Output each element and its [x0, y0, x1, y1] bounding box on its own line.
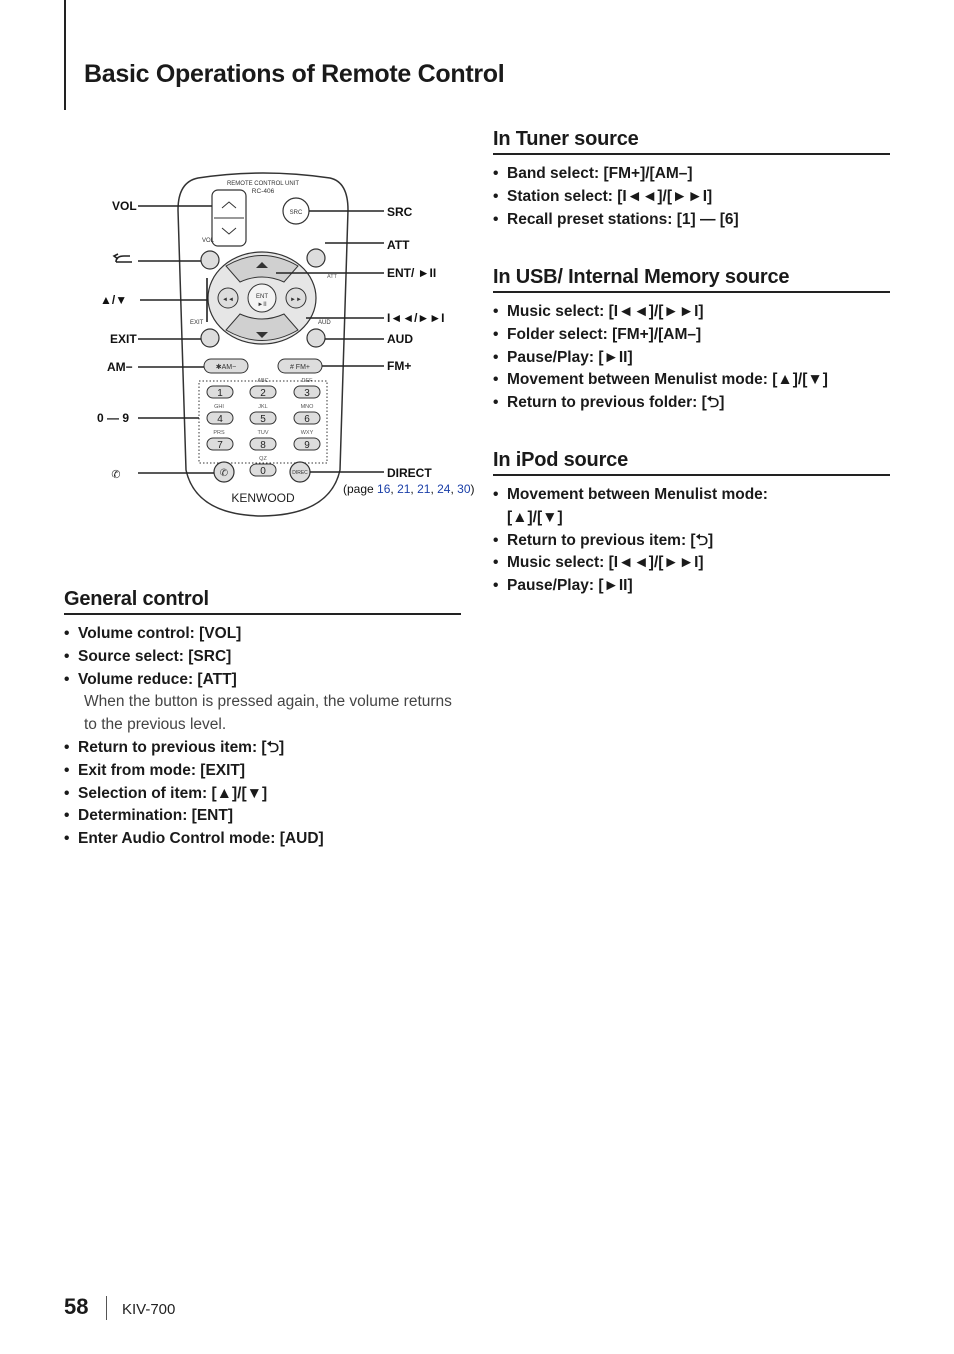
aud-key-text: AUD [318, 320, 331, 326]
list-item: • Return to previous item: [⮌] [64, 737, 461, 760]
label-exit: EXIT [110, 332, 137, 346]
label-digits: 0 — 9 [97, 411, 130, 425]
label-direct: DIRECT [387, 466, 432, 480]
att-button [307, 249, 325, 267]
list-item: • Pause/Play: [►II] [493, 347, 890, 370]
svg-text:DIREC: DIREC [292, 470, 308, 476]
general-control-heading: General control [64, 588, 461, 615]
label-aud: AUD [387, 332, 413, 346]
list-item: • Volume reduce: [ATT] When the button is pressed again, the volume returns to the previous level. [64, 669, 461, 737]
list-item: • Return to previous folder: [⮌] [493, 392, 890, 415]
svg-text:2: 2 [260, 388, 266, 399]
general-control-section [64, 588, 461, 851]
svg-text:►►: ►► [290, 297, 302, 303]
svg-text:0: 0 [260, 466, 266, 477]
svg-text:8: 8 [260, 440, 266, 451]
list-item: • Music select: [I◄◄]/[►►I] [493, 552, 890, 575]
page-title: Basic Operations of Remote Control [84, 60, 505, 88]
model-name: KIV-700 [122, 1301, 176, 1318]
list-item: • Movement between Menulist mode: [▲]/[▼] [493, 369, 890, 392]
vol-key-text: VOL [202, 238, 215, 244]
list-item: • Pause/Play: [►II] [493, 575, 890, 598]
src-key-text: SRC [289, 210, 303, 216]
list-item: • Volume control: [VOL] [64, 623, 461, 646]
svg-text:GHI: GHI [214, 404, 224, 410]
label-att: ATT [387, 238, 410, 252]
ent-key-text: ENT [256, 294, 268, 300]
list-item: • Selection of item: [▲]/[▼] [64, 783, 461, 806]
list-item: • Station select: [I◄◄]/[►►I] [493, 186, 890, 209]
list-item: • Return to previous item: [⮌] [493, 530, 890, 553]
list-item: • Music select: [I◄◄]/[►►I] [493, 301, 890, 324]
svg-text:4: 4 [217, 414, 223, 425]
page-link-16[interactable]: 16 [377, 482, 391, 496]
phone-key-icon: ✆ [219, 468, 229, 479]
svg-text:TUV: TUV [257, 430, 269, 436]
list-item: • Exit from mode: [EXIT] [64, 760, 461, 783]
svg-text:# FM+: # FM+ [289, 364, 311, 371]
aud-button [307, 329, 325, 347]
footer-divider [106, 1296, 107, 1320]
exit-key-text: EXIT [190, 320, 204, 326]
page-link-24[interactable]: 24 [437, 482, 451, 496]
label-am: AM− [107, 360, 133, 374]
svg-text:9: 9 [304, 440, 310, 451]
list-item: • Enter Audio Control mode: [AUD] [64, 828, 461, 851]
page-link-21b[interactable]: 21 [417, 482, 431, 496]
ipod-section [493, 449, 890, 598]
tuner-section [493, 128, 890, 231]
svg-text:►II: ►II [257, 302, 267, 308]
page-number: 58 [64, 1294, 89, 1319]
tuner-list [493, 163, 890, 231]
usb-section [493, 266, 890, 415]
general-control-list [64, 623, 461, 851]
back-label-icon [114, 254, 132, 262]
svg-text:MNO: MNO [300, 404, 314, 410]
svg-text:DEF: DEF [301, 378, 313, 384]
label-updown: ▲/▼ [100, 293, 128, 307]
list-item: • Recall preset stations: [1] — [6] [493, 209, 890, 232]
svg-text:7: 7 [217, 440, 223, 451]
ipod-list [493, 484, 890, 598]
brand-logo: KENWOOD [231, 491, 295, 505]
label-ent: ENT/ ►II [387, 266, 437, 280]
att-key-text: ATT [327, 274, 337, 280]
exit-button [201, 329, 219, 347]
back-button [201, 251, 219, 269]
list-item: • Movement between Menulist mode: [▲]/[▼] [493, 484, 890, 530]
label-src: SRC [387, 205, 413, 219]
svg-text:WXY: WXY [300, 430, 314, 436]
list-item: • Band select: [FM+]/[AM–] [493, 163, 890, 186]
list-item: • Source select: [SRC] [64, 646, 461, 669]
page-link-30[interactable]: 30 [457, 482, 471, 496]
label-fm: FM+ [387, 359, 412, 373]
remote-model-text: RC-406 [251, 188, 275, 195]
ipod-heading: In iPod source [493, 449, 890, 476]
usb-heading: In USB/ Internal Memory source [493, 266, 890, 293]
svg-text:PRS: PRS [213, 430, 225, 436]
remote-unit-text: REMOTE CONTROL UNIT [226, 181, 300, 187]
svg-text:3: 3 [304, 388, 310, 399]
svg-text:◄◄: ◄◄ [222, 297, 234, 303]
svg-text:QZ: QZ [259, 456, 267, 462]
list-item: • Determination: [ENT] [64, 805, 461, 828]
phone-label-icon: ✆ [111, 468, 121, 481]
svg-text:6: 6 [304, 414, 310, 425]
svg-text:1: 1 [217, 388, 223, 399]
att-note: When the button is pressed again, the volume returns to the previous level. [84, 693, 452, 734]
page-reference: (page 16, 21, 21, 24, 30) [343, 482, 475, 496]
svg-text:JKL: JKL [258, 404, 268, 410]
label-vol: VOL [112, 199, 137, 213]
usb-list [493, 301, 890, 415]
label-skip: I◄◄/►►I [387, 311, 445, 325]
tuner-heading: In Tuner source [493, 128, 890, 155]
svg-text:5: 5 [260, 414, 266, 425]
svg-text:✱AM−: ✱AM− [215, 364, 237, 371]
page-link-21a[interactable]: 21 [397, 482, 411, 496]
list-item: • Folder select: [FM+]/[AM–] [493, 324, 890, 347]
svg-text:ABC: ABC [257, 378, 269, 384]
